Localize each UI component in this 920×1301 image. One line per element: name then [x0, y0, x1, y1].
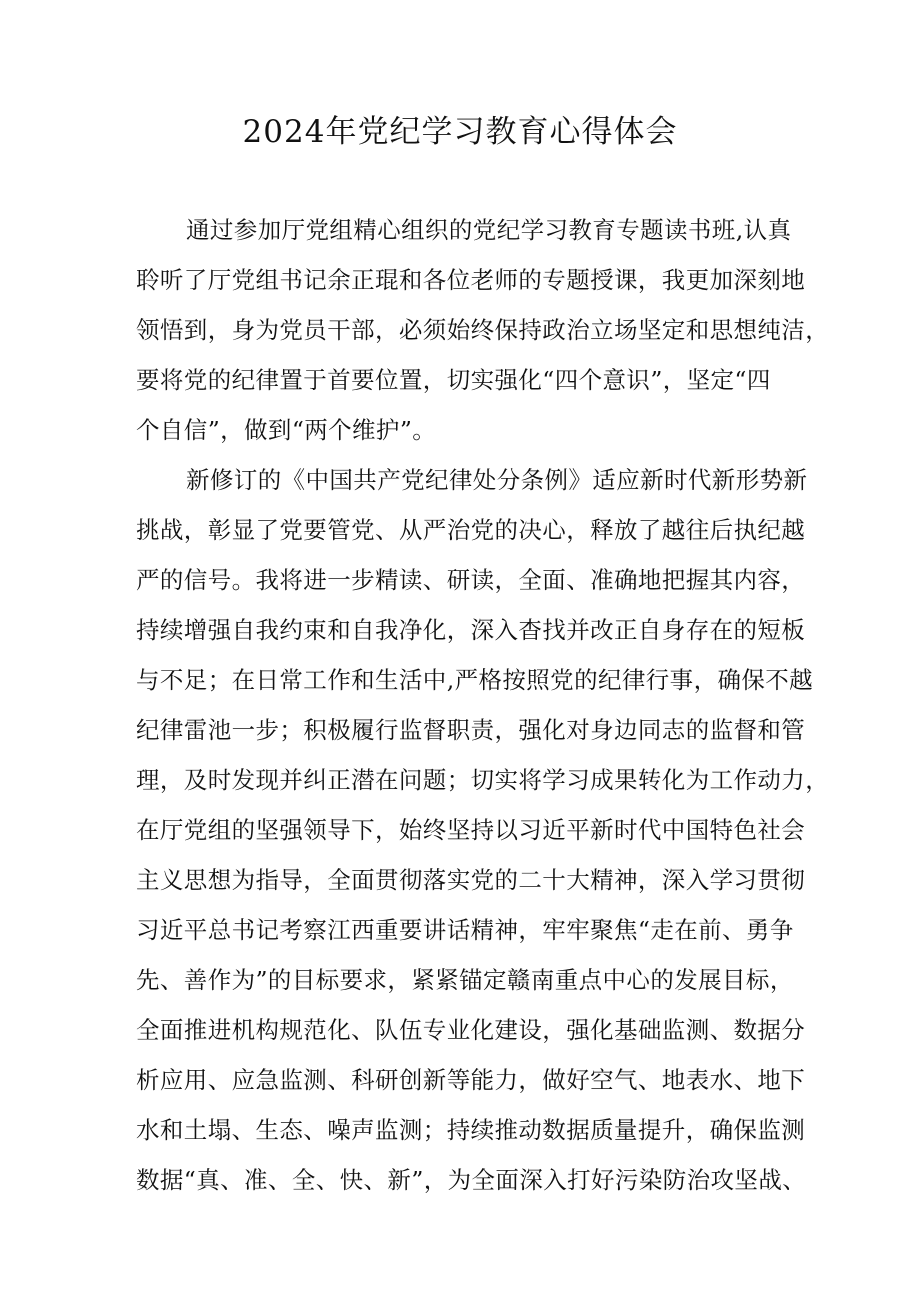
paragraph-line: 聆听了厅党组书记余正琨和各位老师的专题授课，我更加深刻地	[136, 266, 806, 294]
paragraph-line: 水和土塌、生态、噪声监测；持续推动数据质量提升，确保监测	[136, 1116, 806, 1144]
paragraph-line: 在厅党组的坚强领导下，始终坚持以习近平新时代中国特色社会	[136, 816, 806, 844]
paragraph-line: 个自信”，做到“两个维护”。	[136, 416, 437, 444]
paragraph-line: 纪律雷池一步；积极履行监督职责，强化对身边同志的监督和管	[136, 716, 806, 744]
paragraph-line: 持续增强自我约束和自我净化，深入杳找并改正自身存在的短板	[136, 616, 806, 644]
paragraph-line: 数据“真、准、全、快、新”，为全面深入打好污染防治攻坚战、	[136, 1166, 807, 1194]
paragraph-line: 理，及时发现并纠正潜在问题；切实将学习成果转化为工作动力，	[136, 766, 830, 794]
paragraph-line: 析应用、应急监测、科研创新等能力，做好空气、地表水、地下	[136, 1066, 806, 1094]
document-title: 2024年党纪学习教育心得体会	[242, 114, 678, 150]
paragraph-line: 领悟到，身为党员干部，必须始终保持政治立场坚定和思想纯洁，	[136, 316, 830, 344]
paragraph-line: 全面推进机构规范化、队伍专业化建设，强化基础监测、数据分	[136, 1016, 806, 1044]
paragraph-line: 严的信号。我将进一步精读、研读，全面、准确地把握其内容，	[136, 566, 806, 594]
paragraph-line: 先、善作为”的目标要求，紧紧锚定赣南重点中心的发展目标，	[136, 966, 794, 994]
paragraph-line: 通过参加厅党组精心组织的党纪学习教育专题读书班,认真	[186, 216, 792, 244]
paragraph-line: 要将党的纪律置于首要位置，切实强化“四个意识”，坚定“四	[136, 366, 771, 394]
paragraph-line: 主义思想为指导，全面贯彻落实党的二十大精神，深入学习贯彻	[136, 866, 806, 894]
paragraph-line: 挑战，彰显了党要管党、从严治党的决心，释放了越往后执纪越	[136, 516, 806, 544]
paragraph-line: 习近平总书记考察江西重要讲话精神，牢牢聚焦“走在前、勇争	[136, 916, 794, 944]
paragraph-line: 新修订的《中国共产党纪律处分条例》适应新时代新形势新	[186, 466, 808, 494]
paragraph-line: 与不足；在日常工作和生活中,严格按照党的纪律行事，确保不越	[136, 666, 814, 694]
